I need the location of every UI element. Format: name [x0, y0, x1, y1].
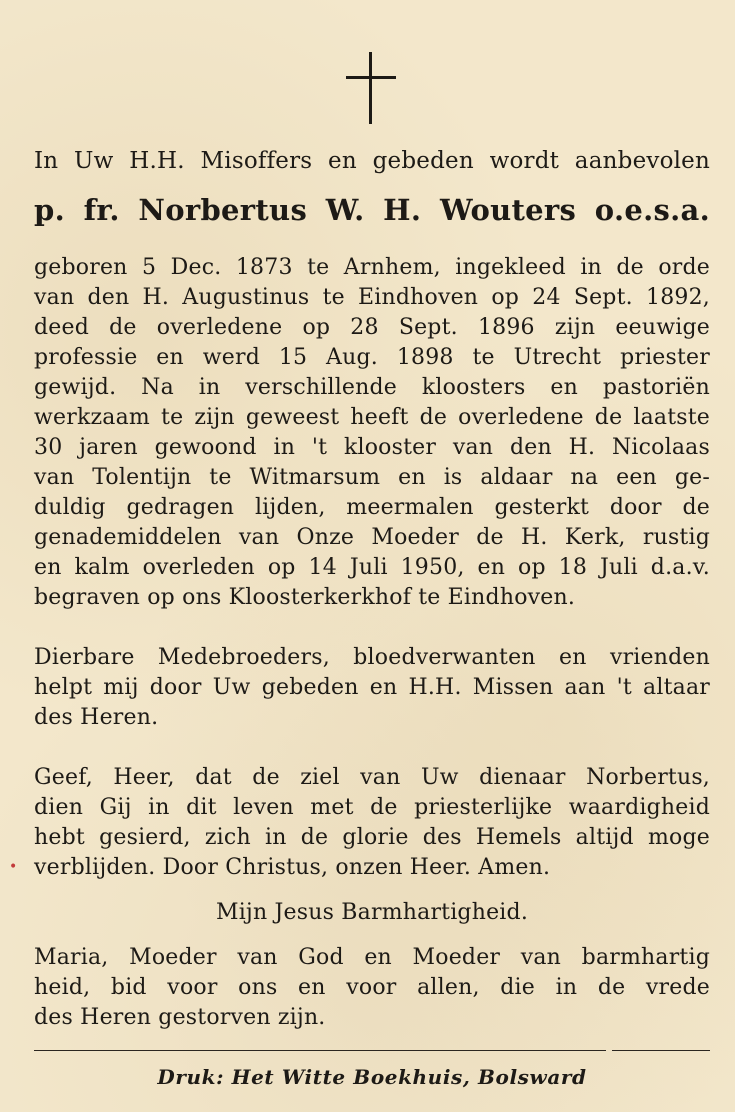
- prayer-line: hebt gesierd, zich in de glorie des Hemels altijd moge: [34, 825, 710, 850]
- biography-line: van den H. Augustinus te Eindhoven op 24 Sept. 1892,: [34, 285, 710, 310]
- biography-line: deed de overledene op 28 Sept. 1896 zijn eeuwige: [34, 315, 710, 340]
- biography-line: duldig gedragen lijden, meermalen gesterkt door de: [34, 495, 710, 520]
- invocation-line: Mijn Jesus Barmhartigheid.: [215, 900, 529, 925]
- divider-rule: [612, 1050, 710, 1051]
- marian-line: des Heren gestorven zijn.: [34, 1005, 326, 1030]
- appeal-line: des Heren.: [34, 705, 159, 730]
- biography-line: 30 jaren gewoond in 't klooster van den H. Nicolaas: [34, 435, 710, 460]
- latin-cross-icon: [346, 52, 396, 124]
- marian-line: heid, bid voor ons en voor allen, die in de vrede: [34, 975, 710, 1000]
- appeal-line: helpt mij door Uw gebeden en H.H. Missen aan 't altaar: [34, 675, 710, 700]
- prayer-line: dien Gij in dit leven met de priesterlijke waardigheid: [34, 795, 710, 820]
- red-bullet-mark: •: [9, 859, 18, 875]
- memorial-card: [9, 0, 710, 1112]
- prayer-line: Geef, Heer, dat de ziel van Uw dienaar Norbertus,: [34, 765, 710, 790]
- printer-credit: Druk: Het Witte Boekhuis, Bolsward: [157, 1065, 587, 1089]
- biography-line: begraven op ons Kloosterkerkhof te Eindhoven.: [34, 585, 576, 610]
- biography-line: werkzaam te zijn geweest heeft de overledene de laatste: [34, 405, 710, 430]
- biography-line: genademiddelen van Onze Moeder de H. Kerk, rustig: [34, 525, 710, 550]
- biography-line: professie en werd 15 Aug. 1898 te Utrecht priester: [34, 345, 710, 370]
- biography-line: gewijd. Na in verschillende kloosters en pastoriën: [34, 375, 710, 400]
- divider-rule: [34, 1050, 606, 1051]
- marian-line: Maria, Moeder van God en Moeder van barmhartig: [34, 945, 710, 970]
- intro-line: In Uw H.H. Misoffers en gebeden wordt aanbevolen: [34, 148, 710, 174]
- deceased-name: p. fr. Norbertus W. H. Wouters o.e.s.a.: [34, 193, 710, 227]
- biography-line: geboren 5 Dec. 1873 te Arnhem, ingekleed in de orde: [34, 255, 710, 280]
- biography-line: en kalm overleden op 14 Juli 1950, en op 18 Juli d.a.v.: [34, 555, 710, 580]
- prayer-line: verblijden. Door Christus, onzen Heer. Amen.: [34, 855, 551, 880]
- appeal-line: Dierbare Medebroeders, bloedverwanten en vrienden: [34, 645, 710, 670]
- biography-line: van Tolentijn te Witmarsum en is aldaar na een ge-: [34, 465, 710, 490]
